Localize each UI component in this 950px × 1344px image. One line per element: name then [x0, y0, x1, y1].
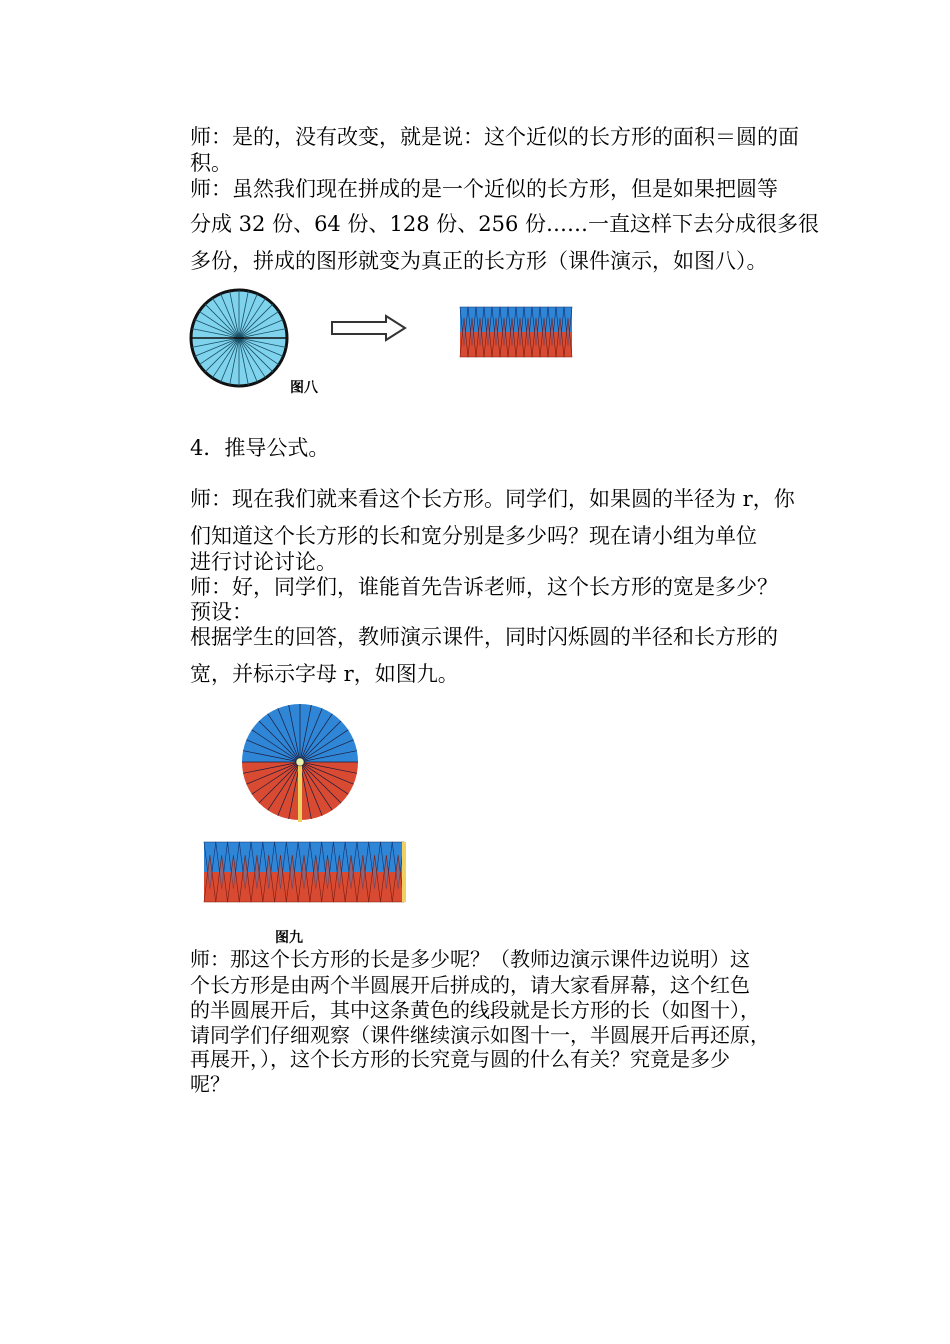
- text-line: 预设：: [190, 600, 253, 624]
- text-line: 多份，拼成的图形就变为真正的长方形（课件演示，如图八）。: [190, 249, 768, 273]
- text-line: 师：是的，没有改变，就是说：这个近似的长方形的面积＝圆的面: [190, 125, 799, 149]
- yellow-radius: [298, 762, 302, 822]
- text-line: 再展开，），这个长方形的长究竟与圆的什么有关？究竟是多少: [190, 1047, 730, 1071]
- yellow-edge: [402, 842, 406, 902]
- arrow-icon: [330, 314, 408, 342]
- text-line: 进行讨论讨论。: [190, 550, 337, 574]
- text-line: 根据学生的回答，教师演示课件，同时闪烁圆的半径和长方形的: [190, 625, 778, 649]
- text-line: 积。: [190, 151, 232, 175]
- text-line: 个长方形是由两个半圆展开后拼成的，请大家看屏幕，这个红色: [190, 973, 750, 997]
- text-line: 师：好，同学们，谁能首先告诉老师，这个长方形的宽是多少？: [190, 575, 778, 599]
- section-heading: 4．推导公式。: [190, 436, 330, 460]
- figure-9-caption: 图九: [275, 930, 303, 946]
- text-line: 请同学们仔细观察（课件继续演示如图十一，半圆展开后再还原，: [190, 1023, 770, 1047]
- text-line: 呢？: [190, 1072, 230, 1096]
- text-line: 分成 32 份、64 份、128 份、256 份……一直这样下去分成很多很: [190, 212, 819, 236]
- text-line: 们知道这个长方形的长和宽分别是多少吗？现在请小组为单位: [190, 524, 757, 548]
- figure-8-caption: 图八: [290, 380, 318, 396]
- text-line: 师：现在我们就来看这个长方形。同学们，如果圆的半径为 r，你: [190, 487, 795, 511]
- figure-8-circle: [187, 286, 291, 390]
- text-line: 师：那这个长方形的长是多少呢？（教师边演示课件边说明）这: [190, 947, 750, 971]
- center-point: [296, 758, 304, 766]
- text-line: 宽，并标示字母 r，如图九。: [190, 662, 459, 686]
- figure-9-rectangle: [200, 840, 412, 906]
- text-line: 师：虽然我们现在拼成的是一个近似的长方形，但是如果把圆等: [190, 177, 778, 201]
- figure-8-rectangle: [456, 305, 574, 359]
- figure-9-circle: [240, 702, 360, 824]
- text-line: 的半圆展开后，其中这条黄色的线段就是长方形的长（如图十），: [190, 998, 760, 1022]
